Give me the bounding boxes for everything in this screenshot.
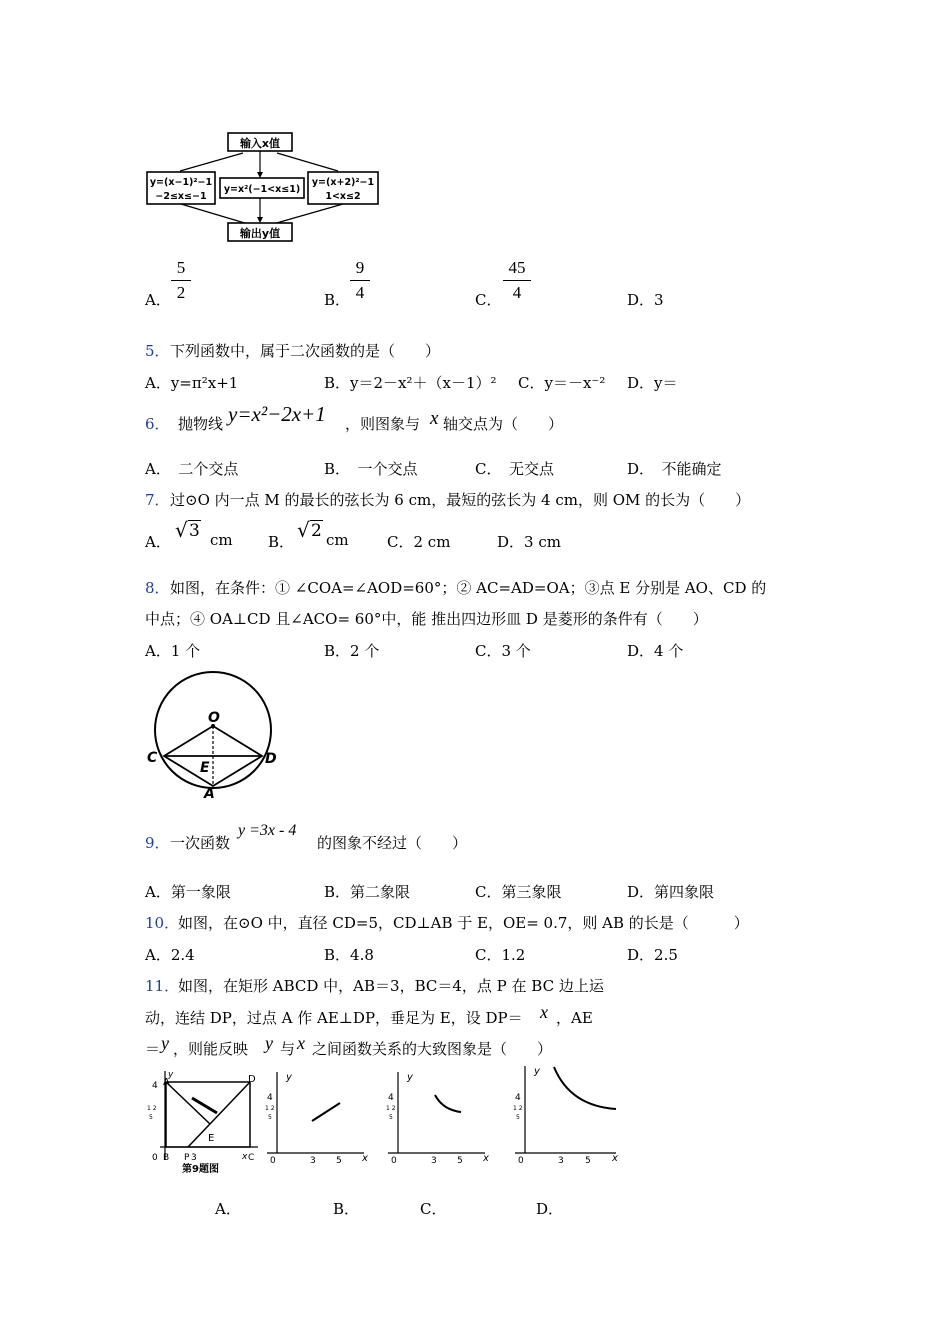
q9-option-c: C．第三象限: [475, 883, 562, 901]
q8-option-a: A．1 个: [145, 642, 201, 660]
q11-b-five: 5: [336, 1156, 342, 1166]
q11-rect-label-frac-den: 5: [149, 1114, 153, 1121]
q7-sqrt-sign-a: √: [175, 518, 188, 542]
q10-option-d: D．2.5: [627, 946, 678, 964]
q11-graph-d: [508, 1062, 623, 1168]
q11-rect-label-e: E: [208, 1133, 215, 1144]
q11-line3-post: 之间函数关系的大致图象是（ ）: [312, 1040, 553, 1058]
q11-line3-var-y1: y: [161, 1033, 169, 1053]
q7-option-b-radicand: 2: [311, 521, 322, 541]
q11-c-y-label: y: [407, 1072, 413, 1083]
q4-b-denominator: 4: [355, 283, 365, 302]
q11-line3-var-y2: y: [265, 1033, 273, 1053]
q4-c-numerator: 45: [508, 258, 526, 277]
q11-option-b: B．: [333, 1200, 360, 1218]
q8-label-o: O: [208, 710, 220, 726]
q4-option-a-label: A．: [145, 291, 171, 309]
q11-c-zero: 0: [391, 1156, 397, 1166]
q8-line2: 中点；④ OA⊥CD 且∠ACO= 60°中，能 推出四边形皿 D 是菱形的条件有（ ）: [145, 610, 708, 628]
q11-line3-mid2: 与: [280, 1040, 296, 1058]
q8-label-e: E: [200, 760, 210, 776]
q7-option-d: D．3 cm: [497, 533, 561, 551]
flowchart-output-label: 输出y值: [239, 227, 281, 240]
q11-d-three: 3: [558, 1156, 564, 1166]
q11-option-c: C．: [420, 1200, 447, 1218]
q11-rect-caption: 第9题图: [182, 1164, 219, 1175]
q11-b-four: 4: [267, 1093, 273, 1103]
q9-option-b: B．第二象限: [324, 883, 411, 901]
q11-d-zero: 0: [518, 1156, 524, 1166]
q11-rect-label-d: D: [248, 1074, 256, 1085]
q11-rect-label-p: P: [184, 1153, 190, 1163]
q11-graph-b: [262, 1068, 372, 1168]
q11-line2-var: x: [540, 1002, 548, 1022]
q11-line2-pre: 动，连结 DP，过点 A 作 AE⊥DP，垂足为 E，设 DP＝: [145, 1009, 523, 1027]
q7-option-b-unit: cm: [326, 531, 349, 549]
q6-option-b: B． 一个交点: [324, 460, 418, 478]
q11-c-four: 4: [388, 1093, 394, 1103]
q11-c-frac-den: 5: [389, 1114, 393, 1121]
q11-d-four: 4: [515, 1093, 521, 1103]
flowchart-right-formula: y=(x+2)²−1: [311, 177, 375, 188]
q6-stem-end: 轴交点为（ ）: [443, 415, 564, 433]
q4-option-c-fraction: [503, 258, 531, 303]
q11-d-frac-num: 1 2: [513, 1105, 523, 1112]
flowchart-figure: [143, 128, 383, 248]
q11-c-five: 5: [457, 1156, 463, 1166]
q6-var-x: x: [430, 408, 439, 429]
q11-c-x-label: x: [483, 1153, 489, 1164]
q11-line3-mid: ，则能反映: [173, 1040, 249, 1058]
q11-line1: 如图，在矩形 ABCD 中，AB＝3，BC＝4，点 P 在 BC 边上运: [178, 977, 604, 995]
q6-formula: y=x²−2x+1: [228, 402, 326, 426]
q9-stem-post: 的图象不经过（ ）: [317, 834, 468, 852]
q11-option-a: A．: [215, 1200, 241, 1218]
q4-option-c-label: C．: [475, 291, 502, 309]
q9-formula: y =3x - 4: [238, 822, 297, 839]
q7-option-a-radicand: 3: [189, 521, 200, 541]
q7-number: 7．: [145, 491, 170, 509]
q4-c-denominator: 4: [512, 283, 522, 302]
q11-rect-label-b: B: [163, 1153, 170, 1163]
q10-option-b: B．4.8: [324, 946, 374, 964]
q6-number: 6．: [145, 415, 170, 433]
q5-option-a: A．y=π²x+1: [145, 374, 239, 392]
q11-c-frac-num: 1 2: [386, 1105, 396, 1112]
q4-option-d: D．3: [627, 291, 664, 309]
q10-option-c: C．1.2: [475, 946, 526, 964]
q11-b-three: 3: [310, 1156, 316, 1166]
flowchart-input-label: 输入x值: [239, 137, 281, 150]
q10-option-a: A．2.4: [145, 946, 195, 964]
q7-option-a-unit: cm: [210, 531, 233, 549]
flowchart-right-range: 1<x≤2: [325, 191, 361, 202]
q11-b-frac-num: 1 2: [265, 1105, 275, 1112]
q5-stem: 下列函数中，属于二次函数的是（ ）: [170, 342, 441, 360]
q11-rect-label-y: y: [168, 1070, 174, 1080]
q4-a-denominator: 2: [176, 283, 186, 302]
q11-option-d: D．: [536, 1200, 564, 1218]
q11-line3-pre: ＝: [145, 1040, 161, 1058]
q10-stem: 如图，在⊙O 中，直径 CD=5，CD⊥AB 于 E，OE= 0.7，则 AB 的长是（ ）: [178, 914, 749, 932]
q4-a-numerator: 5: [176, 258, 186, 277]
q6-option-a: A． 二个交点: [145, 460, 239, 478]
q6-option-c: C． 无交点: [475, 460, 554, 478]
q8-label-d: D: [265, 751, 277, 767]
q8-line1: 如图，在条件：① ∠COA=∠AOD=60°；② AC=AD=OA；③点 E 分别是 AO、CD 的: [170, 579, 767, 597]
q8-option-c: C．3 个: [475, 642, 531, 660]
q8-number: 8．: [145, 579, 170, 597]
q7-option-c: C．2 cm: [387, 533, 451, 551]
q11-rect-label-zero: 0: [152, 1153, 158, 1163]
q5-option-d: D．y＝: [627, 374, 678, 392]
q7-option-a-label: A．: [145, 533, 171, 551]
q11-rect-label-frac-num: 1 2: [147, 1105, 157, 1112]
q4-b-numerator: 9: [355, 258, 365, 277]
q8-option-b: B．2 个: [324, 642, 380, 660]
q4-option-a-fraction: [171, 258, 191, 303]
q9-stem-pre: 一次函数: [170, 834, 231, 852]
q11-d-y-label: y: [534, 1066, 540, 1077]
q11-line2-post: ，AE: [556, 1009, 593, 1027]
q11-rect-label-c: C: [248, 1153, 255, 1163]
q5-option-c: C．y＝－x⁻²: [518, 374, 606, 392]
flowchart-left-range: −2≤x≤−1: [155, 191, 207, 202]
q11-rect-label-a: A: [163, 1077, 170, 1088]
q8-label-c: C: [147, 750, 158, 766]
q5-option-b: B．y＝2－x²＋（x－1）²: [324, 374, 497, 392]
q5-number: 5．: [145, 342, 170, 360]
q11-rect-label-x: x: [242, 1152, 248, 1162]
q11-rectangle-figure: [142, 1068, 262, 1180]
q8-label-a: A: [204, 786, 215, 802]
q8-option-d: D．4 个: [627, 642, 684, 660]
q11-line3-var-x: x: [297, 1033, 305, 1053]
q8-circle-figure: [142, 668, 287, 803]
q7-sqrt-sign-b: √: [297, 518, 310, 542]
flowchart-mid-formula: y=x²(−1<x≤1): [223, 184, 301, 195]
q9-option-a: A．第一象限: [145, 883, 231, 901]
q4-option-b-label: B．: [324, 291, 351, 309]
q11-number: 11．: [145, 977, 180, 995]
q6-option-d: D． 不能确定: [627, 460, 722, 478]
q7-stem: 过⊙O 内一点 M 的最长的弦长为 6 cm，最短的弦长为 4 cm，则 OM 的长为（ ）: [170, 491, 751, 509]
q11-b-x-label: x: [362, 1153, 368, 1164]
q11-c-three: 3: [431, 1156, 437, 1166]
q6-stem-post: ，则图象与: [345, 415, 421, 433]
q9-number: 9．: [145, 834, 170, 852]
q11-b-y-label: y: [286, 1072, 292, 1083]
q10-number: 10．: [145, 914, 180, 932]
q11-rect-label-four: 4: [152, 1081, 158, 1091]
q11-b-frac-den: 5: [268, 1114, 272, 1121]
q9-option-d: D．第四象限: [627, 883, 715, 901]
q11-rect-label-three: 3: [191, 1153, 197, 1163]
q7-option-b-label: B．: [268, 533, 295, 551]
q11-d-x-label: x: [612, 1153, 618, 1164]
q11-d-five: 5: [585, 1156, 591, 1166]
q11-d-frac-den: 5: [516, 1114, 520, 1121]
q11-graph-c: [383, 1068, 493, 1168]
flowchart-left-formula: y=(x−1)²−1: [149, 177, 213, 188]
q4-option-b-fraction: [350, 258, 370, 303]
q11-b-zero: 0: [270, 1156, 276, 1166]
q6-stem-pre: 抛物线: [178, 415, 224, 433]
